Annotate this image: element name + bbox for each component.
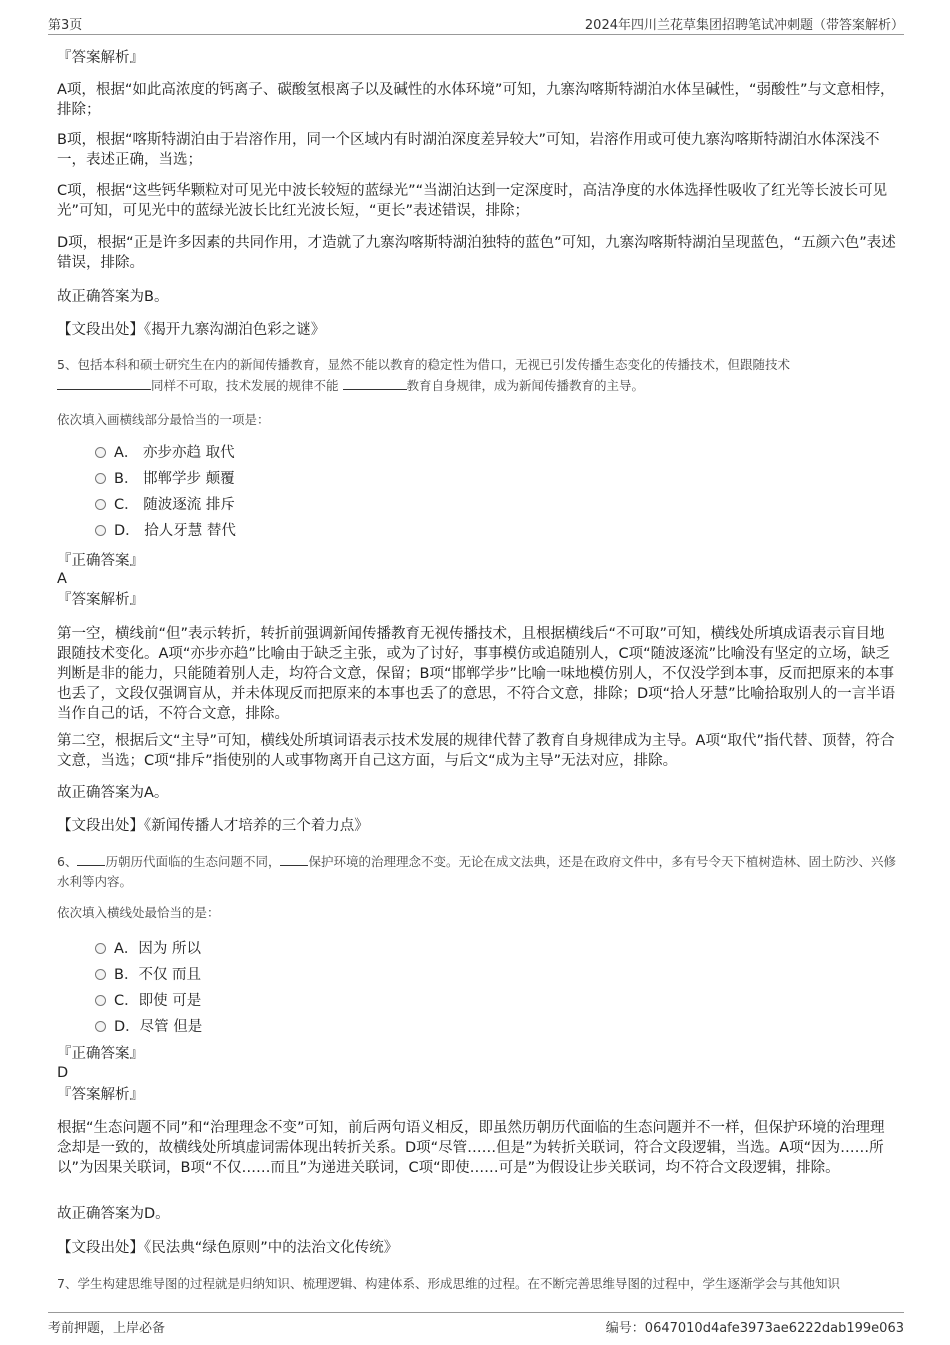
analysis-paragraph: C项，根据“这些钙华颗粒对可见光中波长较短的蓝绿光”“当湖泊达到一定深度时，高洁净度的水体选择性吸收了红光等长波长可见光”可知，可见光中的蓝绿光波长比红光波长短，“更长”表述错误，排除； bbox=[57, 183, 888, 219]
question-6-stem: 6、 历朝历代面临的生态问题不同， 保护环境的治理理念不变。无论在成文法典，还是在政府文件中，多有号令天下植树造林、固土防沙、兴修水利等内容。 bbox=[57, 851, 897, 892]
answer-label: 『正确答案』 bbox=[57, 553, 144, 569]
fill-blank bbox=[343, 375, 407, 390]
fill-blank bbox=[57, 375, 151, 390]
source-citation: 【文段出处】《民法典“绿色原则”中的法治文化传统》 bbox=[57, 1240, 399, 1256]
option-d[interactable]: D． 拾人牙慧 替代 bbox=[95, 521, 236, 541]
fill-blank bbox=[77, 851, 105, 866]
analysis-paragraph: D项，根据“正是许多因素的共同作用，才造就了九寨沟喀斯特湖泊独特的蓝色”可知，九寨沟喀斯特湖泊呈现蓝色，“五颜六色”表述错误，排除。 bbox=[57, 235, 896, 271]
source-citation: 【文段出处】《新闻传播人才培养的三个着力点》 bbox=[57, 818, 369, 834]
correct-answer: D bbox=[57, 1065, 69, 1081]
option-d[interactable]: D．尽管 但是 bbox=[95, 1017, 202, 1037]
answer-label: 『正确答案』 bbox=[57, 1046, 144, 1062]
question-7-stem: 7、学生构建思维导图的过程就是归纳知识、梳理逻辑、构建体系、形成思维的过程。在不断完善思维导图的过程中，学生逐渐学会与其他知识 bbox=[57, 1276, 840, 1291]
page-number: 第3页 bbox=[48, 18, 83, 33]
analysis-label: 『答案解析』 bbox=[57, 1087, 144, 1103]
option-b[interactable]: B．不仅 而且 bbox=[95, 965, 201, 985]
document-title: 2024年四川兰花草集团招聘笔试冲刺题（带答案解析） bbox=[584, 18, 904, 33]
analysis-paragraph: 根据“生态问题不同”和“治理理念不变”可知，前后两句语义相反，即虽然历朝历代面临的生态问题并不一样，但保护环境的治理理念却是一致的，故横线处所填虚词需体现出转折关系。D项“尽管……但是”为转折关联词，符合文段逻辑，当选。A项“因为……所以”为因果关联词，B项“不仅……而且”为递进关联词，C项“即使……可是”为假设让步关联词，均不符合文段逻辑，排除。 bbox=[57, 1120, 885, 1176]
radio-button-icon[interactable] bbox=[95, 447, 106, 458]
analysis-paragraph: A项，根据“如此高浓度的钙离子、碳酸氢根离子以及碱性的水体环境”可知，九寨沟喀斯特湖泊水体呈碱性，“弱酸性”与文意相悖，排除； bbox=[57, 82, 895, 118]
radio-button-icon[interactable] bbox=[95, 943, 106, 954]
conclusion: 故正确答案为A。 bbox=[57, 785, 169, 801]
question-5-prompt: 依次填入画横线部分最恰当的一项是： bbox=[57, 412, 270, 427]
footer-slogan: 考前押题，上岸必备 bbox=[48, 1321, 166, 1336]
analysis-paragraph: 第一空，横线前“但”表示转折，转折前强调新闻传播教育无视传播技术，且根据横线后“不可取”可知，横线处所填成语表示盲目地跟随技术变化。A项“亦步亦趋”比喻由于缺乏主张，或为了讨好，事事模仿或追随别人，C项“随波逐流”比喻没有坚定的立场，缺乏判断是非的能力，只能随着别人走，均符合文意，保留；B项“邯郸学步”比喻一味地模仿别人，不仅没学到本事，反而把原来的本事也丢了，文段仅强调盲从，并未体现反而把原来的本事也丢了的意思，不符合文意，排除；D项“拾人牙慧”比喻拾取别人的一言半语当作自己的话，不符合文意，排除。 bbox=[57, 626, 896, 722]
page-header bbox=[48, 12, 904, 35]
analysis-label: 『答案解析』 bbox=[57, 50, 144, 66]
radio-button-icon[interactable] bbox=[95, 969, 106, 980]
radio-button-icon[interactable] bbox=[95, 473, 106, 484]
fill-blank bbox=[280, 851, 308, 866]
radio-button-icon[interactable] bbox=[95, 1021, 106, 1032]
option-c[interactable]: C． 随波逐流 排斥 bbox=[95, 495, 235, 515]
option-a[interactable]: A． 亦步亦趋 取代 bbox=[95, 443, 235, 463]
conclusion: 故正确答案为D。 bbox=[57, 1206, 170, 1222]
source-citation: 【文段出处】《揭开九寨沟湖泊色彩之谜》 bbox=[57, 322, 326, 338]
question-6-prompt: 依次填入横线处最恰当的是： bbox=[57, 905, 220, 920]
radio-button-icon[interactable] bbox=[95, 995, 106, 1006]
document-code: 编号：0647010d4afe3973ae6222dab199e063 bbox=[605, 1321, 904, 1336]
radio-button-icon[interactable] bbox=[95, 525, 106, 536]
analysis-label: 『答案解析』 bbox=[57, 592, 144, 608]
question-5-stem: 5、包括本科和硕士研究生在内的新闻传播教育，显然不能以教育的稳定性为借口，无视已引发传播生态变化的传播技术，但跟随技术 同样不可取，技术发展的规律不能 教育自身规律，成为新闻传播教育的主导。 bbox=[57, 357, 790, 393]
radio-button-icon[interactable] bbox=[95, 499, 106, 510]
correct-answer: A bbox=[57, 571, 67, 587]
analysis-paragraph: B项，根据“喀斯特湖泊由于岩溶作用，同一个区域内有时湖泊深度差异较大”可知，岩溶作用或可使九寨沟喀斯特湖泊水体深浅不一，表述正确，当选； bbox=[57, 132, 880, 168]
page-footer bbox=[48, 1312, 904, 1336]
conclusion: 故正确答案为B。 bbox=[57, 289, 169, 305]
analysis-paragraph: 第二空，根据后文“主导”可知，横线处所填词语表示技术发展的规律代替了教育自身规律成为主导。A项“取代”指代替、顶替，符合文意，当选；C项“排斥”指使别的人或事物离开自己这方面，与后文“成为主导”无法对应，排除。 bbox=[57, 733, 895, 769]
option-a[interactable]: A．因为 所以 bbox=[95, 939, 201, 959]
option-b[interactable]: B． 邯郸学步 颠覆 bbox=[95, 469, 235, 489]
option-c[interactable]: C．即使 可是 bbox=[95, 991, 201, 1011]
